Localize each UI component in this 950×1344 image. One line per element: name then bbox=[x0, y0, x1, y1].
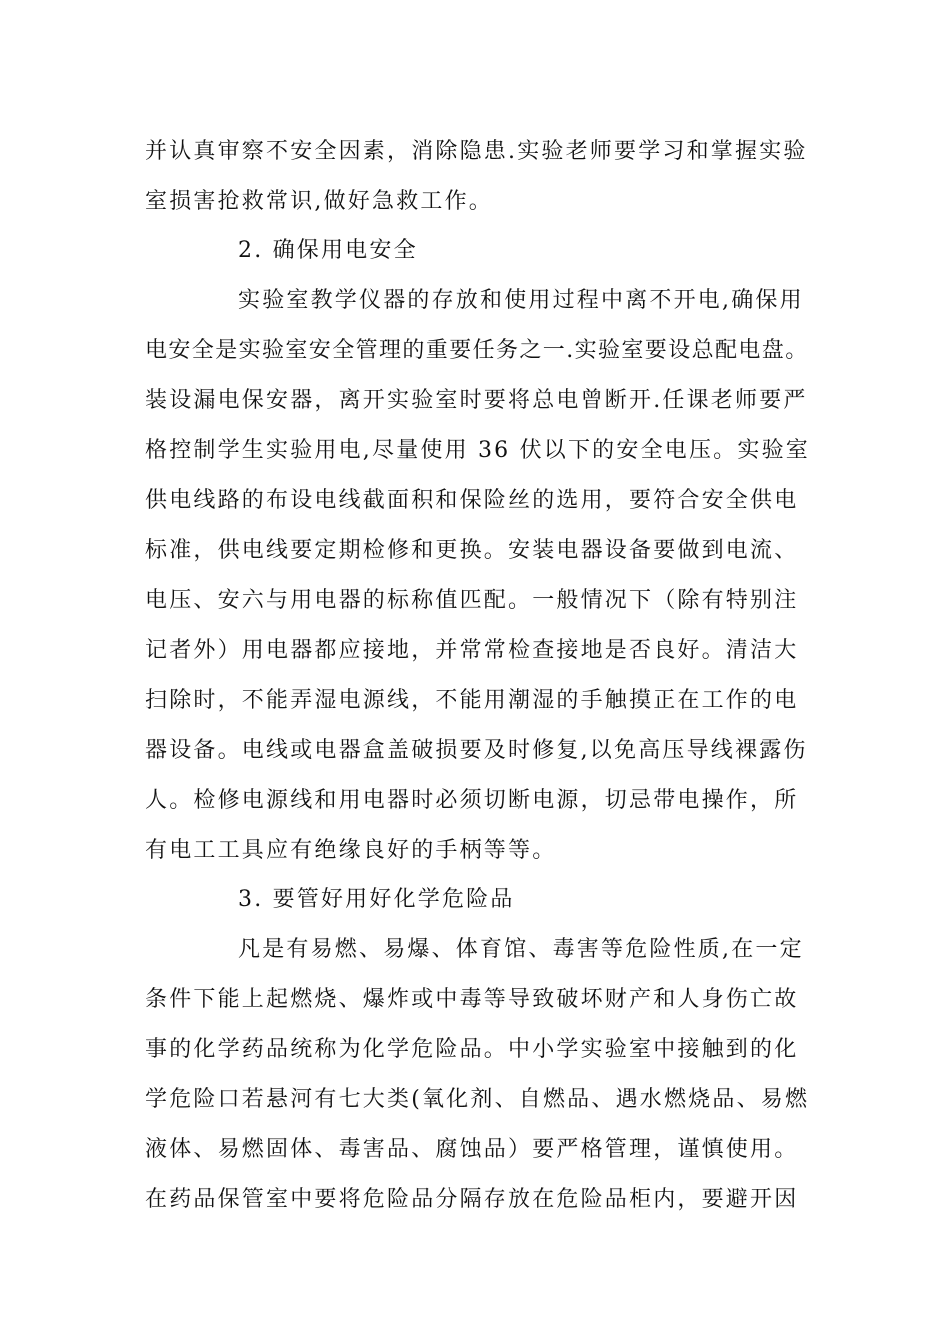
text-line: 有电工工具应有绝缘良好的手柄等等。 bbox=[145, 838, 557, 863]
paragraph-first-line: 凡是有易燃、易爆、体育馆、毒害等危险性质,在一定 bbox=[238, 937, 804, 962]
text-line: 格控制学生实验用电,尽量使用 36 伏以下的安全电压。实验室 bbox=[145, 438, 810, 463]
text-line: 条件下能上起燃烧、爆炸或中毒等导致破坏财产和人身伤亡故 bbox=[145, 987, 799, 1012]
section-heading: 2. 确保用电安全 bbox=[238, 238, 418, 263]
text-line: 电安全是实验室安全管理的重要任务之一.实验室要设总配电盘。 bbox=[145, 338, 809, 363]
text-line: 液体、易燃固体、毒害品、腐蚀品）要严格管理，谨慎使用。 bbox=[145, 1137, 799, 1162]
text-line: 在药品保管室中要将危险品分隔存放在危险品柜内，要避开因 bbox=[145, 1187, 799, 1212]
text-line: 器设备。电线或电器盒盖破损要及时修复,以免高压导线裸露伤 bbox=[145, 738, 808, 763]
text-line: 室损害抢救常识,做好急救工作。 bbox=[145, 189, 493, 214]
text-line: 装设漏电保安器，离开实验室时要将总电曾断开.任课老师要严 bbox=[145, 388, 808, 413]
section-heading: 3. 要管好用好化学危险品 bbox=[238, 887, 515, 912]
text-line: 学危险口若悬河有七大类(氧化剂、自燃品、遇水燃烧品、易燃 bbox=[145, 1087, 810, 1112]
text-line: 记者外）用电器都应接地，并常常检查接地是否良好。清洁大 bbox=[145, 638, 799, 663]
text-line: 事的化学药品统称为化学危险品。中小学实验室中接触到的化 bbox=[145, 1037, 799, 1062]
text-line: 人。检修电源线和用电器时必须切断电源，切忌带电操作，所 bbox=[145, 788, 799, 813]
text-line: 扫除时，不能弄湿电源线，不能用潮湿的手触摸正在工作的电 bbox=[145, 688, 799, 713]
text-line: 电压、安六与用电器的标称值匹配。一般情况下（除有特别注 bbox=[145, 588, 799, 613]
paragraph-first-line: 实验室教学仪器的存放和使用过程中离不开电,确保用 bbox=[238, 288, 804, 313]
text-line: 并认真审察不安全因素，消除隐患.实验老师要学习和掌握实验 bbox=[145, 139, 808, 164]
text-line: 标准，供电线要定期检修和更换。安装电器设备要做到电流、 bbox=[145, 538, 799, 563]
text-line: 供电线路的布设电线截面积和保险丝的选用，要符合安全供电 bbox=[145, 488, 799, 513]
